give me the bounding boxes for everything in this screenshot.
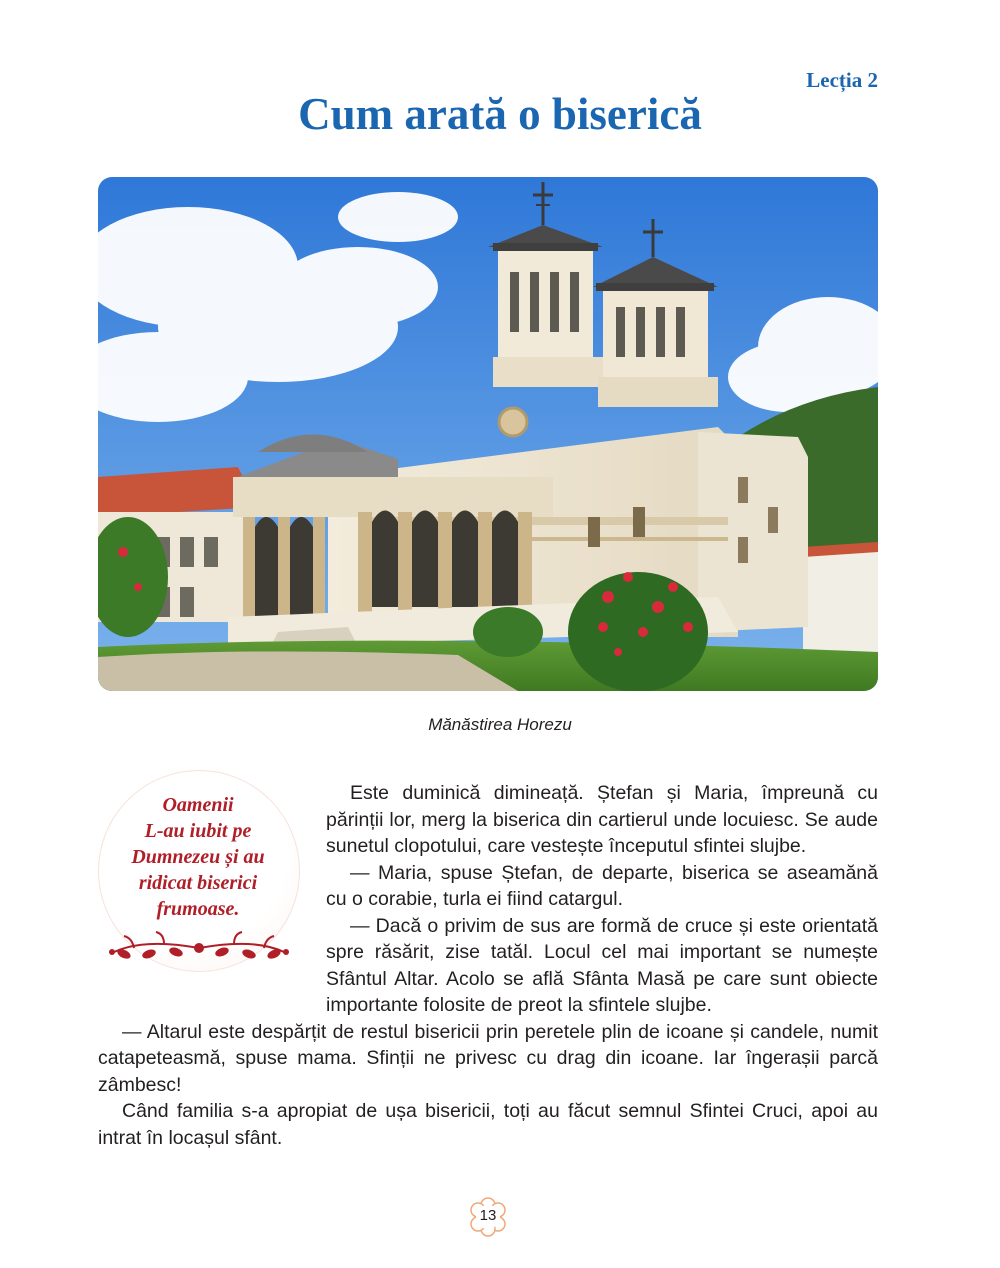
story-text (98, 780, 878, 1151)
story-paragraph: Când familia s-a apropiat de ușa bisericii, toți au făcut semnul Sfintei Cruci, apoi au intrat în locașul sfânt. (98, 1100, 878, 1149)
story-paragraph: — Dacă o privim de sus are formă de cruce și este orientată spre răsărit, zise tatăl. Locul cel mai important se numește Sfântul Altar. Acolo se află Sfânta Masă pe care sunt obiecte importante folosite de preot la sfintele slujbe. (326, 914, 878, 1016)
photo-caption: Mănăstirea Horezu (428, 715, 572, 734)
lesson-label: Lecția 2 (806, 68, 878, 92)
quote-line: L-au iubit pe (144, 820, 252, 842)
page-title: Cum arată o biserică (298, 89, 702, 139)
quote-line: Oamenii (162, 794, 234, 816)
quote-spacer (98, 780, 326, 1012)
story-paragraph: — Maria, spuse Ștefan, de departe, biserica se aseamănă cu o corabie, turla ei fiind catargul. (326, 861, 878, 910)
story-paragraph: Este duminică dimineață. Ștefan și Maria, împreună cu părinții lor, merg la biserica din cartierul unde locuiesc. Se aude sunetul clopotului, care vestește începutul sfintei slujbe. (326, 782, 878, 857)
quote-line: Dumnezeu și au (131, 846, 265, 868)
quote-line: frumoase. (156, 898, 240, 920)
church-photo (98, 177, 878, 691)
quote-line: ridicat biserici (138, 872, 258, 894)
page-number-badge (468, 1197, 508, 1237)
page-number: 13 (479, 1207, 497, 1224)
story-paragraph: — Altarul este despărțit de restul bisericii prin peretele plin de icoane și candele, numit catapeteasmă, spuse mama. Sfinții ne privesc cu drag din icoane. Iar îngerașii parcă zâmbesc! (98, 1020, 878, 1096)
